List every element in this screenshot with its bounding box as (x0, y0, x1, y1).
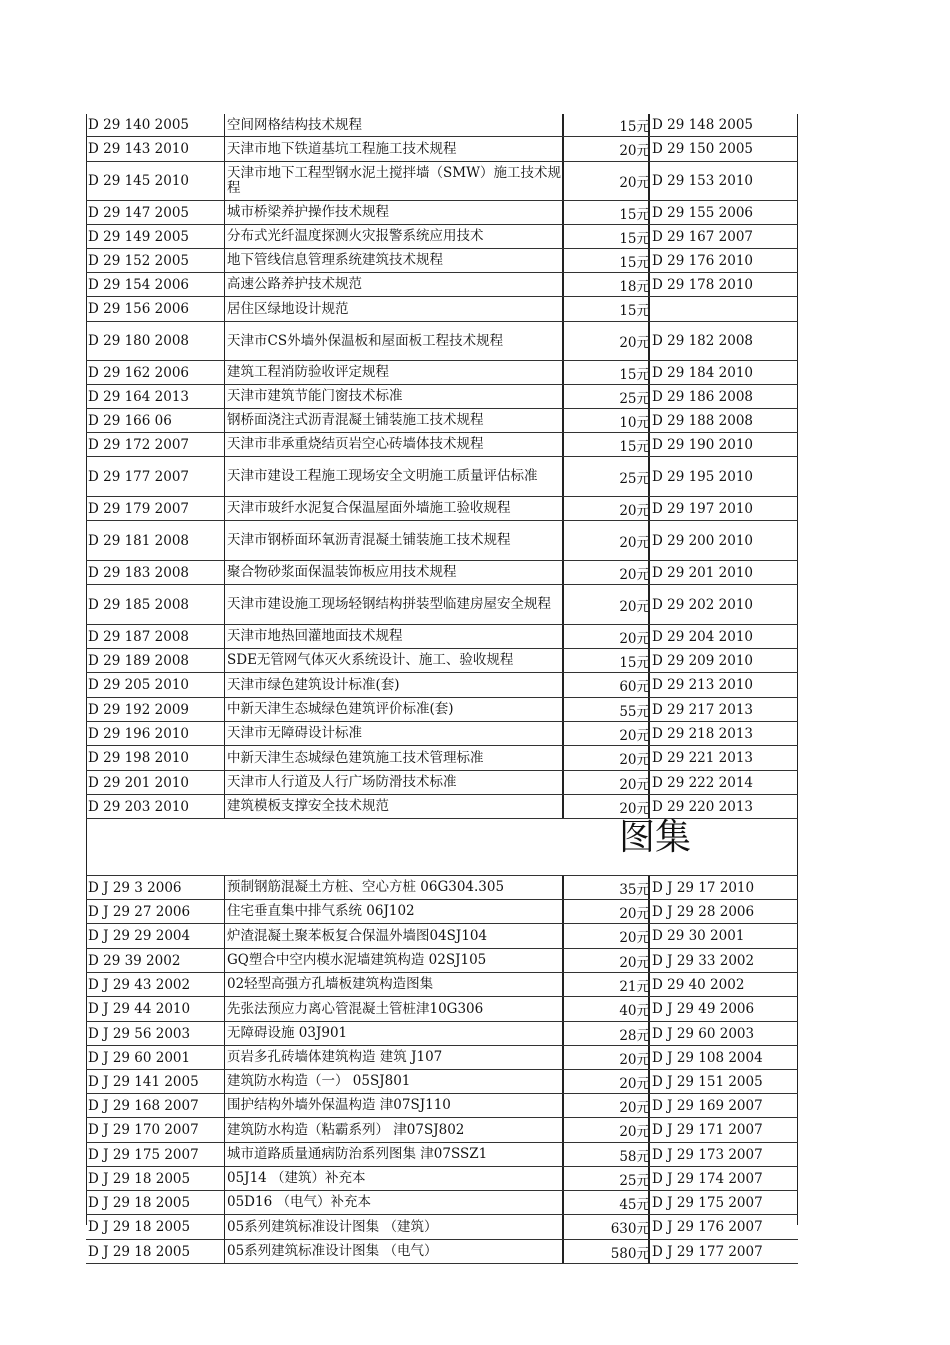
price-cell: 580元 (562, 1240, 650, 1263)
ref-code-cell: D J 29 33 2002 (648, 949, 812, 972)
title-cell: 天津市建设工程施工现场安全文明施工质量评估标准 (224, 457, 565, 496)
table-row (86, 385, 798, 409)
price-cell: 20元 (562, 722, 650, 745)
code-cell: D 29 205 2010 (88, 677, 189, 693)
ref-code-cell: D J 29 17 2010 (648, 876, 812, 899)
code-cell: D 29 189 2008 (88, 652, 189, 669)
code-cell: D 29 201 2010 (88, 774, 189, 791)
ref-code-cell: D J 29 60 2003 (648, 1022, 812, 1045)
table-row (86, 924, 798, 949)
ref-code-cell: D 29 188 2008 (648, 409, 812, 432)
ref-code-cell: D J 29 169 2007 (648, 1094, 812, 1117)
ref-code-cell: D 29 220 2013 (648, 795, 812, 818)
code-cell: D 29 185 2008 (88, 596, 189, 613)
title-cell: 天津市CS外墙外保温板和屋面板工程技术规程 (224, 322, 565, 360)
price-cell: 21元 (562, 973, 650, 996)
table-row (86, 949, 798, 973)
price-cell: 20元 (562, 137, 650, 161)
title-cell: 天津市无障碍设计标准 (224, 722, 565, 745)
price-cell: 20元 (562, 900, 650, 923)
title-cell: 无障碍设施 03J901 (224, 1022, 565, 1045)
code-cell: D J 29 56 2003 (88, 1025, 191, 1042)
table-row (86, 649, 798, 673)
code-cell: D J 29 18 2005 (88, 1194, 191, 1211)
table-row (86, 997, 798, 1022)
price-cell: 20元 (562, 521, 650, 560)
table-row (86, 162, 798, 201)
price-cell: 630元 (562, 1215, 650, 1239)
title-cell: 天津市建筑节能门窗技术标准 (224, 385, 565, 408)
ref-code-cell: D J 29 151 2005 (648, 1070, 812, 1093)
code-cell: D J 29 175 2007 (88, 1146, 199, 1163)
price-cell: 20元 (562, 625, 650, 648)
ref-code-cell: D J 29 176 2007 (648, 1215, 812, 1239)
ref-code-cell: D 29 209 2010 (648, 649, 812, 672)
price-cell: 20元 (562, 771, 650, 794)
section-header (86, 819, 798, 876)
table-row (86, 585, 798, 625)
table-row (86, 876, 798, 900)
price-cell: 20元 (562, 924, 650, 948)
section-title: 图集 (619, 817, 692, 858)
code-cell: D 29 179 2007 (88, 500, 189, 517)
table-row (86, 561, 798, 585)
ref-code-cell: D 29 30 2001 (648, 924, 812, 948)
ref-code-cell: D 29 155 2006 (648, 201, 812, 224)
table-row (86, 1046, 798, 1070)
table-row (86, 1118, 798, 1143)
price-cell: 20元 (562, 497, 650, 520)
ref-code-cell: D J 29 174 2007 (648, 1167, 812, 1190)
title-cell: 聚合物砂浆面保温装饰板应用技术规程 (224, 561, 565, 584)
standards-table (86, 114, 798, 819)
table-row (86, 225, 798, 249)
code-cell: D J 29 168 2007 (88, 1097, 199, 1114)
ref-code-cell: D 29 190 2010 (648, 433, 812, 456)
code-cell: D J 29 44 2010 (88, 1001, 191, 1017)
title-cell: 天津市地下工程型钢水泥土搅拌墙（SMW）施工技术规程 (224, 162, 565, 200)
price-cell: 15元 (562, 297, 650, 321)
code-cell: D J 29 60 2001 (88, 1049, 191, 1066)
ref-code-cell: D J 29 173 2007 (648, 1143, 812, 1166)
table-row (86, 433, 798, 457)
ref-code-cell: D 29 186 2008 (648, 385, 812, 408)
price-cell: 55元 (562, 698, 650, 721)
table-row (86, 273, 798, 297)
price-cell: 18元 (562, 273, 650, 296)
code-cell: D 29 177 2007 (88, 468, 189, 485)
price-cell: 20元 (562, 1070, 650, 1093)
ref-code-cell (648, 297, 812, 321)
ref-code-cell: D 29 204 2010 (648, 625, 812, 648)
title-cell: 建筑工程消防验收评定规程 (224, 361, 565, 384)
code-cell: D 29 39 2002 (88, 952, 181, 969)
ref-code-cell: D 29 195 2010 (648, 457, 812, 496)
title-cell: 钢桥面浇注式沥青混凝土铺装施工技术规程 (224, 409, 565, 432)
price-cell: 15元 (562, 361, 650, 384)
price-cell: 35元 (562, 876, 650, 899)
title-cell: 中新天津生态城绿色建筑评价标准(套) (224, 698, 565, 721)
table-row (86, 297, 798, 322)
title-cell: 02轻型高强方孔墙板建筑构造图集 (224, 973, 565, 996)
code-cell: D J 29 18 2005 (88, 1219, 191, 1235)
ref-code-cell: D 29 221 2013 (648, 746, 812, 770)
title-cell: 城市道路质量通病防治系列图集 津07SSZ1 (224, 1143, 565, 1166)
table-row (86, 746, 798, 771)
title-cell: 05D16 （电气）补充本 (224, 1191, 565, 1214)
code-cell: D J 29 141 2005 (88, 1073, 199, 1090)
table-row (86, 795, 798, 819)
title-cell: 05系列建筑标准设计图集 （电气） (224, 1240, 565, 1263)
title-cell: 城市桥梁养护操作技术规程 (224, 201, 565, 224)
standards-sheet (86, 114, 798, 1264)
title-cell: 分布式光纤温度探测火灾报警系统应用技术 (224, 225, 565, 248)
title-cell: 中新天津生态城绿色建筑施工技术管理标准 (224, 746, 565, 770)
table-row (86, 771, 798, 795)
table-row (86, 249, 798, 273)
table-row (86, 497, 798, 521)
ref-code-cell: D 29 197 2010 (648, 497, 812, 520)
price-cell: 15元 (562, 249, 650, 272)
table-row (86, 409, 798, 433)
title-cell: 天津市绿色建筑设计标准(套) (224, 673, 565, 697)
table-row (86, 1215, 798, 1240)
ref-code-cell: D 29 182 2008 (648, 322, 812, 360)
table-row (86, 673, 798, 698)
table-row (86, 1022, 798, 1046)
code-cell: D J 29 29 2004 (88, 928, 191, 944)
code-cell: D J 29 18 2005 (88, 1243, 191, 1260)
ref-code-cell: D J 29 177 2007 (648, 1240, 812, 1263)
ref-code-cell: D 29 200 2010 (648, 521, 812, 560)
code-cell: D 29 203 2010 (88, 798, 189, 815)
ref-code-cell: D 29 150 2005 (648, 137, 812, 161)
title-cell: 05J14 （建筑）补充本 (224, 1167, 565, 1190)
code-cell: D J 29 43 2002 (88, 976, 191, 993)
code-cell: D 29 152 2005 (88, 252, 189, 269)
ref-code-cell: D 29 40 2002 (648, 973, 812, 996)
title-cell: GQ塑合中空内模水泥墙建筑构造 02SJ105 (224, 949, 565, 972)
ref-code-cell: D 29 217 2013 (648, 698, 812, 721)
code-cell: D 29 140 2005 (88, 117, 189, 133)
price-cell: 10元 (562, 409, 650, 432)
title-cell: 天津市钢桥面环氧沥青混凝土铺装施工技术规程 (224, 521, 565, 560)
price-cell: 15元 (562, 649, 650, 672)
price-cell: 45元 (562, 1191, 650, 1214)
price-cell: 20元 (562, 1046, 650, 1069)
ref-code-cell: D 29 222 2014 (648, 771, 812, 794)
table-row (86, 1070, 798, 1094)
title-cell: 天津市非承重烧结页岩空心砖墙体技术规程 (224, 433, 565, 456)
title-cell: 居住区绿地设计规范 (224, 297, 565, 321)
code-cell: D 29 147 2005 (88, 204, 189, 221)
table-row (86, 521, 798, 561)
ref-code-cell: D 29 167 2007 (648, 225, 812, 248)
title-cell: 高速公路养护技术规范 (224, 273, 565, 296)
title-cell: 天津市建设施工现场轻钢结构拼装型临建房屋安全规程 (224, 585, 565, 624)
title-cell: 围护结构外墙外保温构造 津07SJ110 (224, 1094, 565, 1117)
price-cell: 20元 (562, 746, 650, 770)
code-cell: D J 29 18 2005 (88, 1170, 191, 1187)
table-row (86, 722, 798, 746)
table-row (86, 137, 798, 162)
ref-code-cell: D 29 178 2010 (648, 273, 812, 296)
code-cell: D 29 181 2008 (88, 532, 189, 549)
code-cell: D 29 162 2006 (88, 364, 189, 381)
code-cell: D 29 154 2006 (88, 276, 189, 293)
price-cell: 25元 (562, 457, 650, 496)
ref-code-cell: D 29 153 2010 (648, 162, 812, 200)
price-cell: 20元 (562, 795, 650, 818)
title-cell: 住宅垂直集中排气系统 06J102 (224, 900, 565, 923)
ref-code-cell: D J 29 28 2006 (648, 900, 812, 923)
table-row (86, 1240, 798, 1264)
table-row (86, 322, 798, 361)
price-cell: 20元 (562, 162, 650, 200)
price-cell: 20元 (562, 949, 650, 972)
table-row (86, 698, 798, 722)
title-cell: 天津市地下铁道基坑工程施工技术规程 (224, 137, 565, 161)
title-cell: 天津市地热回灌地面技术规程 (224, 625, 565, 648)
code-cell: D 29 143 2010 (88, 141, 189, 157)
title-cell: 天津市人行道及人行广场防滑技术标准 (224, 771, 565, 794)
title-cell: SDE无管网气体灭火系统设计、施工、验收规程 (224, 649, 565, 672)
code-cell: D J 29 170 2007 (88, 1122, 199, 1138)
price-cell: 58元 (562, 1143, 650, 1166)
ref-code-cell: D 29 202 2010 (648, 585, 812, 624)
title-cell: 炉渣混凝土聚苯板复合保温外墙图04SJ104 (224, 924, 565, 948)
code-cell: D J 29 27 2006 (88, 903, 191, 920)
title-cell: 预制钢筋混凝土方桩、空心方桩 06G304.305 (224, 876, 565, 899)
code-cell: D 29 196 2010 (88, 725, 189, 742)
table-row (86, 1191, 798, 1215)
ref-code-cell: D 29 148 2005 (648, 114, 812, 136)
table-row (86, 900, 798, 924)
ref-code-cell: D 29 184 2010 (648, 361, 812, 384)
title-cell: 建筑防水构造（一） 05SJ801 (224, 1070, 565, 1093)
ref-code-cell: D 29 213 2010 (648, 673, 812, 697)
table-row (86, 114, 798, 137)
price-cell: 25元 (562, 1167, 650, 1190)
code-cell: D 29 192 2009 (88, 701, 189, 718)
price-cell: 60元 (562, 673, 650, 697)
table-row (86, 457, 798, 497)
code-cell: D 29 183 2008 (88, 564, 189, 581)
price-cell: 15元 (562, 201, 650, 224)
code-cell: D 29 180 2008 (88, 333, 189, 349)
title-cell: 05系列建筑标准设计图集 （建筑） (224, 1215, 565, 1239)
price-cell: 20元 (562, 1118, 650, 1142)
title-cell: 先张法预应力离心管混凝土管桩津10G306 (224, 997, 565, 1021)
title-cell: 建筑模板支撑安全技术规范 (224, 795, 565, 818)
ref-code-cell: D 29 218 2013 (648, 722, 812, 745)
table-row (86, 973, 798, 997)
table-row (86, 1167, 798, 1191)
price-cell: 20元 (562, 322, 650, 360)
price-cell: 20元 (562, 585, 650, 624)
ref-code-cell: D 29 176 2010 (648, 249, 812, 272)
ref-code-cell: D J 29 175 2007 (648, 1191, 812, 1214)
code-cell: D 29 149 2005 (88, 228, 189, 245)
price-cell: 15元 (562, 433, 650, 456)
price-cell: 40元 (562, 997, 650, 1021)
table-row (86, 625, 798, 649)
code-cell: D 29 164 2013 (88, 388, 189, 405)
title-cell: 建筑防水构造（粘霸系列） 津07SJ802 (224, 1118, 565, 1142)
ref-code-cell: D 29 201 2010 (648, 561, 812, 584)
price-cell: 20元 (562, 561, 650, 584)
price-cell: 15元 (562, 225, 650, 248)
code-cell: D J 29 3 2006 (88, 879, 182, 896)
code-cell: D 29 166 06 (88, 412, 172, 429)
table-row (86, 361, 798, 385)
price-cell: 15元 (562, 114, 650, 136)
code-cell: D 29 198 2010 (88, 750, 189, 766)
ref-code-cell: D J 29 108 2004 (648, 1046, 812, 1069)
table-row (86, 1094, 798, 1118)
code-cell: D 29 172 2007 (88, 436, 189, 453)
price-cell: 28元 (562, 1022, 650, 1045)
title-cell: 地下管线信息管理系统建筑技术规程 (224, 249, 565, 272)
atlas-table (86, 876, 798, 1264)
title-cell: 空间网格结构技术规程 (224, 114, 565, 136)
code-cell: D 29 156 2006 (88, 301, 189, 317)
code-cell: D 29 145 2010 (88, 173, 189, 189)
code-cell: D 29 187 2008 (88, 628, 189, 645)
table-row (86, 201, 798, 225)
price-cell: 25元 (562, 385, 650, 408)
table-row (86, 1143, 798, 1167)
ref-code-cell: D J 29 49 2006 (648, 997, 812, 1021)
price-cell: 20元 (562, 1094, 650, 1117)
title-cell: 天津市玻纤水泥复合保温屋面外墙施工验收规程 (224, 497, 565, 520)
title-cell: 页岩多孔砖墙体建筑构造 建筑 J107 (224, 1046, 565, 1069)
ref-code-cell: D J 29 171 2007 (648, 1118, 812, 1142)
